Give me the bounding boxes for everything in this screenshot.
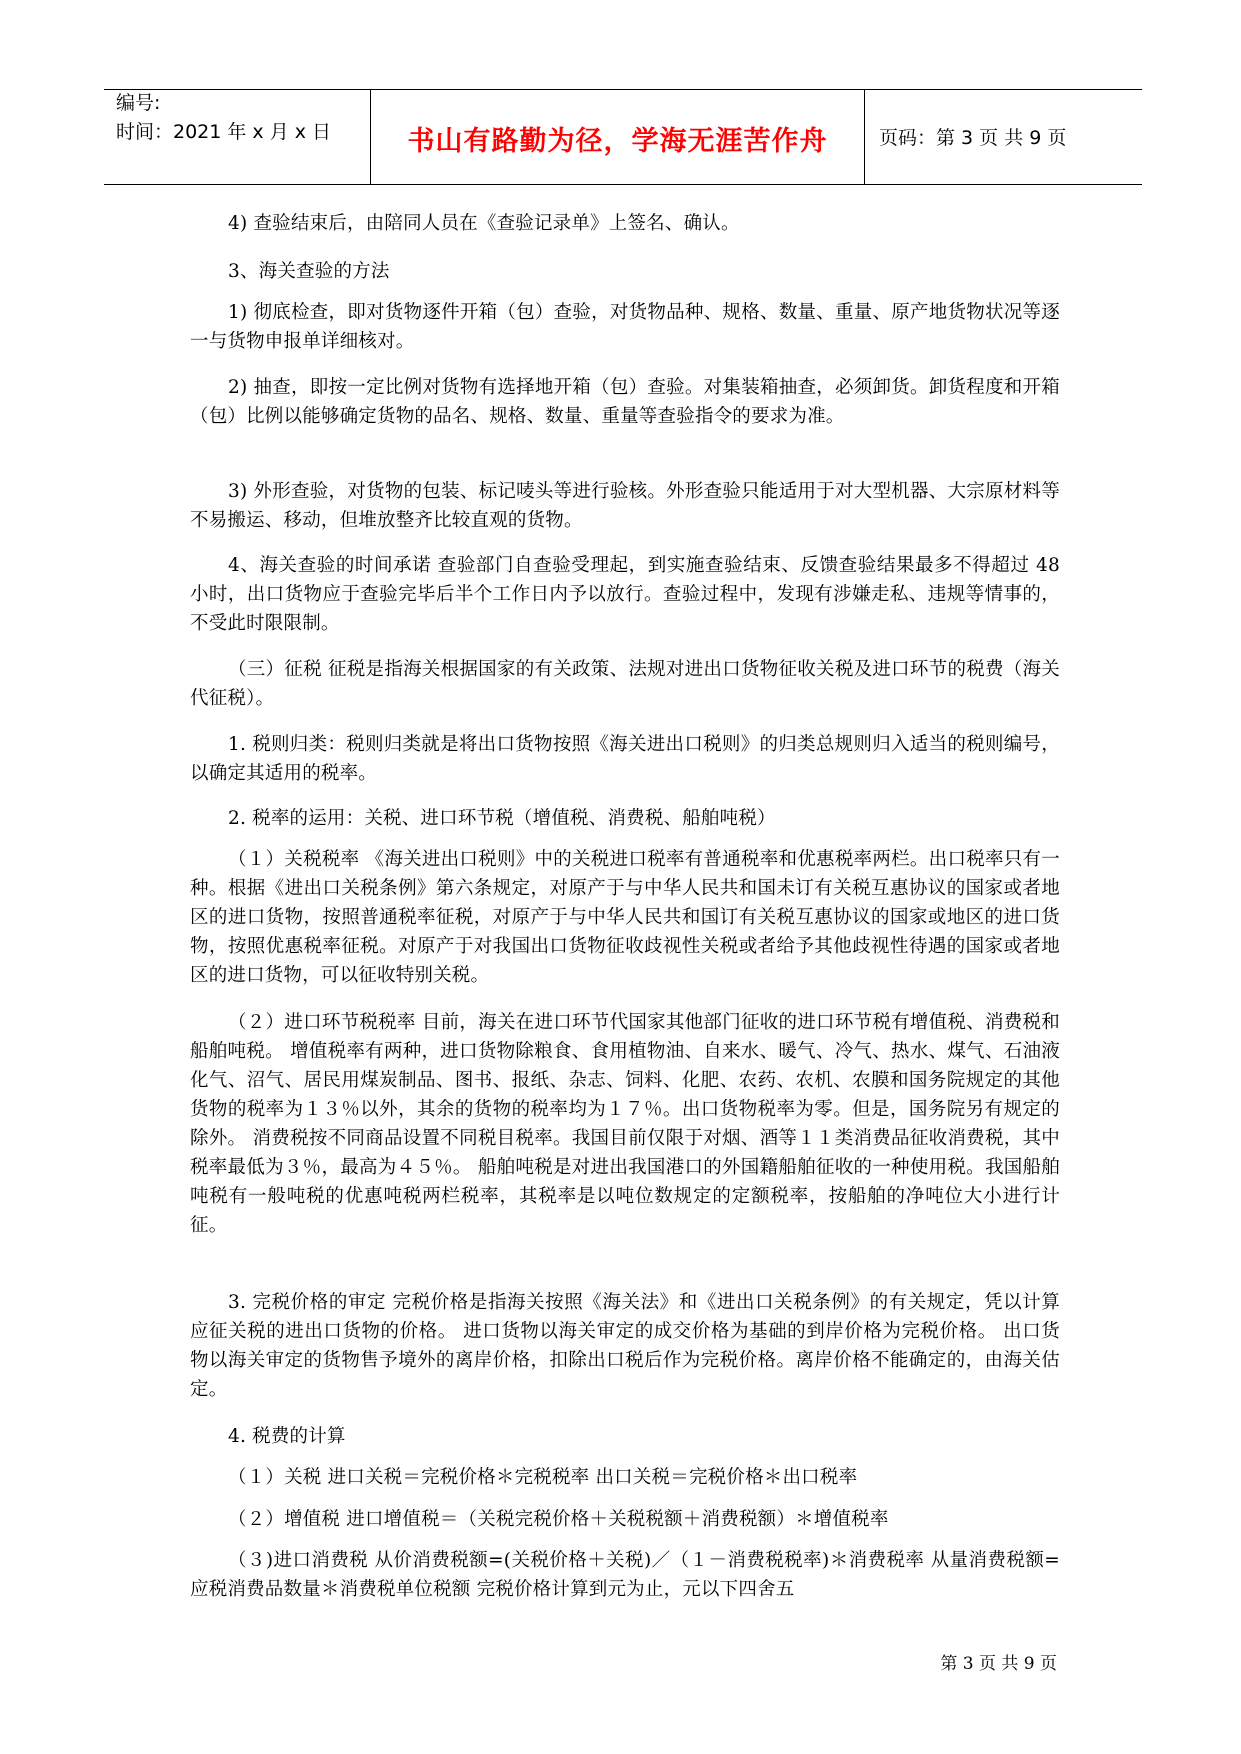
section-heading: 4. 税费的计算 [228, 1426, 346, 1447]
header-page-cell [865, 90, 1142, 184]
motto-text: 书山有路勤为径，学海无涯苦作舟 [407, 126, 828, 157]
paragraph: 3) 外形查验，对货物的包装、标记唛头等进行验核。外形查验只能适用于对大型机器、大宗原材料等不易搬运、移动，但堆放整齐比较直观的货物。 [190, 481, 1060, 531]
paragraph: 4、海关查验的时间承诺 查验部门自查验受理起，到实施查验结束、反馈查验结果最多不得超过 48 小时，出口货物应于查验完毕后半个工作日内予以放行。查验过程中，发现有涉嫌走私、违规等情事的，不受此时限限制。 [190, 555, 1060, 634]
page-footer: 第 3 页 共 9 页 [940, 1654, 1057, 1674]
paragraph: 1) 彻底检查，即对货物逐件开箱（包）查验，对货物品种、规格、数量、重量、原产地货物状况等逐一与货物申报单详细核对。 [190, 302, 1060, 352]
paragraph: （３)进口消费税 从价消费税额=(关税价格＋关税)／（１－消费税税率)＊消费税率 从量消费税额=应税消费品数量＊消费税单位税额 完税价格计算到元为止，元以下四舍五 [190, 1550, 1060, 1600]
paragraph: 1. 税则归类：税则归类就是将出口货物按照《海关进出口税则》的归类总规则归入适当的税则编号，以确定其适用的税率。 [190, 734, 1060, 784]
document-number-label: 编号: [116, 92, 161, 114]
formula-line: （２）增值税 进口增值税＝（关税完税价格＋关税税额＋消费税额）＊增值税率 [228, 1509, 889, 1530]
formula-line: （１）关税 进口关税＝完税价格＊完税税率 出口关税＝完税价格＊出口税率 [228, 1467, 858, 1488]
page-header [104, 89, 1142, 185]
paragraph: 3. 完税价格的审定 完税价格是指海关按照《海关法》和《进出口关税条例》的有关规定，凭以计算应征关税的进出口货物的价格。 进口货物以海关审定的成交价格为基础的到岸价格为完税价格。 出口货物以海关审定的货物售予境外的离岸价格，扣除出口税后作为完税价格。离岸价格不能确定的，由海关估定。 [190, 1292, 1060, 1400]
paragraph: （三）征税 征税是指海关根据国家的有关政策、法规对进出口货物征收关税及进口环节的税费（海关代征税）。 [190, 659, 1060, 709]
paragraph: 4) 查验结束后，由陪同人员在《查验记录单》上签名、确认。 [228, 213, 740, 234]
paragraph: 2. 税率的运用：关税、进口环节税（增值税、消费税、船舶吨税） [228, 808, 776, 829]
time-label: 时间：2021 年 x 月 x 日 [116, 121, 332, 143]
paragraph: （２）进口环节税税率 目前，海关在进口环节代国家其他部门征收的进口环节税有增值税、消费税和船舶吨税。 增值税率有两种，进口货物除粮食、食用植物油、自来水、暖气、冷气、热水、煤气、石油液化气、沼气、居民用煤炭制品、图书、报纸、杂志、饲料、化肥、农药、农机、农膜和国务院规定的其他货物的税率为１３％以外，其余的货物的税率均为１７％。出口货物税率为零。但是，国务院另有规定的除外。 消费税按不同商品设置不同税目税率。我国目前仅限于对烟、酒等１１类消费品征收消费税，其中税率最低为３％，最高为４５％。 船舶吨税是对进出我国港口的外国籍船舶征收的一种使用税。我国船舶吨税有一般吨税的优惠吨税两栏税率，其税率是以吨位数规定的定额税率，按船舶的净吨位大小进行计征。 [190, 1012, 1060, 1236]
header-info-cell [104, 90, 371, 184]
header-motto-cell [371, 90, 865, 184]
paragraph: （１）关税税率 《海关进出口税则》中的关税进口税率有普通税率和优惠税率两栏。出口税率只有一种。根据《进出口关税条例》第六条规定，对原产于与中华人民共和国未订有关税互惠协议的国家或者地区的进口货物，按照普通税率征税，对原产于与中华人民共和国订有关税互惠协议的国家或地区的进口货物，按照优惠税率征税。对原产于对我国出口货物征收歧视性关税或者给予其他歧视性待遇的国家或者地区的进口货物，可以征收特别关税。 [190, 849, 1060, 986]
section-heading: 3、海关查验的方法 [228, 261, 390, 282]
page-number-label: 页码：第 3 页 共 9 页 [879, 127, 1067, 149]
paragraph: 2) 抽查，即按一定比例对货物有选择地开箱（包）查验。对集装箱抽查，必须卸货。卸货程度和开箱（包）比例以能够确定货物的品名、规格、数量、重量等查验指令的要求为准。 [190, 377, 1060, 427]
